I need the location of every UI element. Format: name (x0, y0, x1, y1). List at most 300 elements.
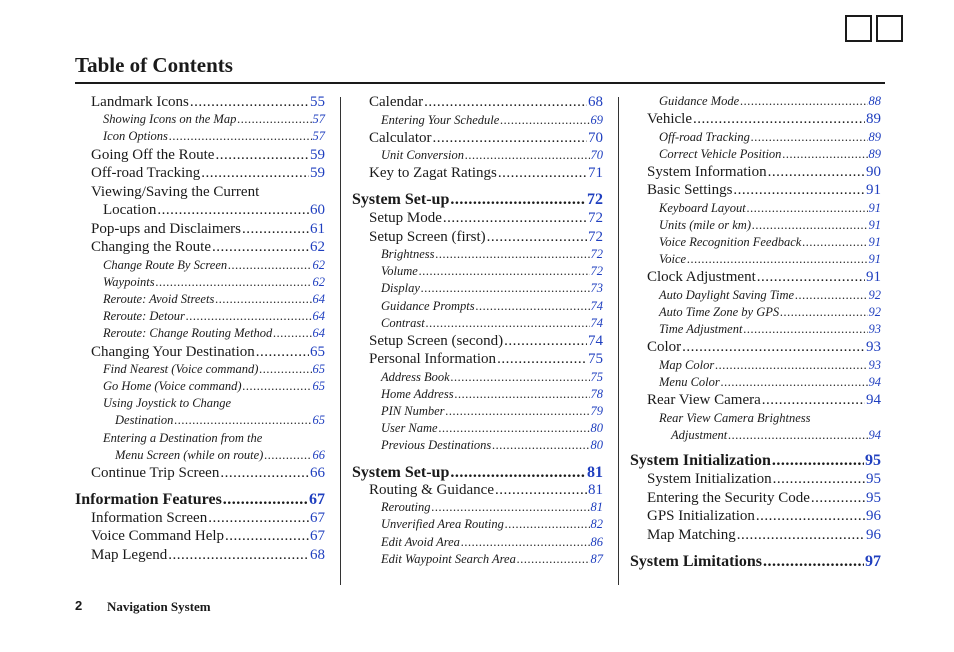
toc-page-link[interactable]: 97 (865, 553, 881, 570)
dot-leader (432, 129, 587, 148)
toc-page-link[interactable]: 87 (590, 552, 603, 566)
toc-page-link[interactable]: 93 (866, 339, 881, 355)
dot-leader (201, 164, 309, 183)
toc-entry-label: Map Color (659, 358, 715, 372)
toc-page-link[interactable]: 72 (587, 191, 603, 208)
toc-page-link[interactable]: 91 (866, 182, 881, 198)
toc-entry-home-address[interactable] (381, 386, 603, 402)
dot-leader (721, 374, 868, 390)
toc-entry-viewing-saving-the-current[interactable]: Viewing/Saving the Current (91, 184, 260, 200)
dot-leader (157, 201, 309, 220)
toc-entry-reroute-avoid-streets[interactable] (103, 291, 325, 307)
dot-leader (426, 315, 590, 331)
dot-leader (432, 499, 590, 515)
dot-leader (273, 325, 311, 341)
dot-leader (174, 412, 311, 428)
toc-page-link[interactable]: 72 (588, 229, 603, 245)
toc-entry-map-legend[interactable] (91, 546, 325, 565)
toc-entry-label: Location (103, 202, 157, 218)
toc-entry-menu-screen-while-on-route[interactable] (115, 447, 325, 463)
toc-entry-label: Find Nearest (Voice command) (103, 362, 259, 376)
toc-entry-label: Vehicle (647, 111, 692, 127)
toc-entry-label: Color (647, 339, 682, 355)
toc-entry-units-mile-or-km[interactable] (659, 217, 881, 233)
toc-entry-label: Voice Command Help (91, 528, 225, 544)
column-divider-1 (340, 97, 341, 585)
dot-leader (517, 551, 590, 567)
toc-page-link[interactable]: 94 (866, 392, 881, 408)
dot-leader (156, 274, 312, 290)
toc-entry-label: Calendar (369, 94, 424, 110)
toc-entry-off-road-tracking[interactable] (659, 129, 881, 145)
toc-entry-rear-view-camera[interactable] (647, 391, 881, 410)
toc-entry-label: Brightness (381, 247, 435, 261)
toc-entry-label: Continue Trip Screen (91, 465, 220, 481)
toc-page-link[interactable]: 96 (866, 508, 881, 524)
toc-entry-map-color[interactable] (659, 357, 881, 373)
toc-page-link[interactable]: 64 (312, 309, 325, 323)
toc-entry-address-book[interactable] (381, 369, 603, 385)
toc-entry-information-screen[interactable] (91, 509, 325, 528)
dot-leader (223, 489, 308, 510)
toc-page-link[interactable]: 70 (590, 148, 603, 162)
toc-entry-label: Setup Screen (second) (369, 333, 504, 349)
dot-leader (228, 257, 311, 273)
dot-leader (505, 516, 590, 532)
toc-page-link[interactable]: 91 (866, 269, 881, 285)
dot-leader (743, 321, 867, 337)
toc-section-heading[interactable] (75, 489, 325, 510)
toc-page-link[interactable]: 95 (865, 452, 881, 469)
toc-page-link[interactable]: 91 (868, 252, 881, 266)
dot-leader (762, 391, 865, 410)
dot-leader (795, 287, 867, 303)
dot-leader (243, 378, 312, 394)
toc-entry-label: Change Route By Screen (103, 258, 228, 272)
dot-leader (259, 361, 311, 377)
page-title: Table of Contents (75, 53, 233, 77)
toc-page-link[interactable]: 88 (868, 94, 881, 108)
dot-leader (780, 304, 867, 320)
dot-leader (220, 464, 309, 483)
toc-entry-find-nearest-voice-command[interactable] (103, 361, 325, 377)
dot-leader (446, 403, 590, 419)
toc-entry-calculator[interactable] (369, 129, 603, 148)
toc-page-link[interactable]: 94 (868, 428, 881, 442)
toc-entry-label: Reroute: Detour (103, 309, 185, 323)
toc-entry-keyboard-layout[interactable] (659, 200, 881, 216)
toc-entry-label: Setup Mode (369, 210, 442, 226)
toc-page-link[interactable]: 65 (310, 344, 325, 360)
toc-page-link[interactable]: 67 (310, 528, 325, 544)
toc-entry-time-adjustment[interactable] (659, 321, 881, 337)
toc-entry-label: System Set-up (352, 191, 450, 208)
toc-page-link[interactable]: 74 (590, 316, 603, 330)
toc-entry-label: Changing the Route (91, 239, 211, 255)
toc-entry-waypoints[interactable] (103, 274, 325, 290)
toc-entry-setup-screen-first[interactable] (369, 228, 603, 247)
toc-entry-continue-trip-screen[interactable] (91, 464, 325, 483)
toc-page-link[interactable]: 68 (588, 94, 603, 110)
toc-entry-label: Edit Avoid Area (381, 535, 460, 549)
dot-leader (747, 200, 868, 216)
toc-page-link[interactable]: 82 (590, 517, 603, 531)
toc-entry-label: Menu Color (659, 375, 720, 389)
toc-entry-map-matching[interactable] (647, 526, 881, 545)
toc-page-link[interactable]: 73 (590, 281, 603, 295)
dot-leader (737, 526, 865, 545)
toc-page-link[interactable]: 67 (310, 510, 325, 526)
toc-entry-basic-settings[interactable] (647, 181, 881, 200)
toc-entry-user-name[interactable] (381, 420, 603, 436)
toc-page-link[interactable]: 89 (868, 130, 881, 144)
toc-page-link[interactable]: 89 (866, 111, 881, 127)
toc-entry-label: Information Screen (91, 510, 208, 526)
toc-entry-label: Map Matching (647, 527, 736, 543)
toc-entry-label: Waypoints (103, 275, 155, 289)
dot-leader (461, 534, 590, 550)
toc-entry-destination[interactable] (115, 412, 325, 428)
toc-entry-calendar[interactable] (369, 93, 603, 112)
dot-leader (215, 146, 309, 165)
dot-leader (756, 507, 865, 526)
toc-page-link[interactable]: 72 (590, 264, 603, 278)
toc-entry-label: Information Features (75, 491, 222, 508)
toc-page-link[interactable]: 74 (590, 299, 603, 313)
column-divider-2 (618, 97, 619, 585)
toc-page-link[interactable]: 81 (588, 482, 603, 498)
toc-entry-label: Entering the Security Code (647, 490, 810, 506)
toc-entry-label: Pop-ups and Disclaimers (91, 221, 241, 237)
toc-section-heading[interactable] (352, 462, 603, 483)
toc-page-link[interactable]: 90 (866, 164, 881, 180)
toc-page-link[interactable]: 64 (312, 326, 325, 340)
toc-page-link[interactable]: 96 (866, 527, 881, 543)
toc-entry-label: Display (381, 281, 420, 295)
dot-leader (450, 189, 586, 210)
dot-leader (169, 128, 312, 144)
toc-entry-label: System Initialization (630, 452, 771, 469)
dot-leader (682, 338, 865, 357)
toc-page-link[interactable]: 92 (868, 305, 881, 319)
toc-page-link[interactable]: 93 (868, 322, 881, 336)
toc-entry-showing-icons-on-the-map[interactable] (103, 111, 325, 127)
toc-entry-previous-destinations[interactable] (381, 437, 603, 453)
dot-leader (715, 357, 867, 373)
dot-leader (450, 462, 586, 483)
toc-entry-gps-initialization[interactable] (647, 507, 881, 526)
toc-entry-label: Reroute: Change Routing Method (103, 326, 273, 340)
toc-entry-label: Contrast (381, 316, 425, 330)
toc-entry-using-joystick-to-change[interactable]: Using Joystick to Change (103, 396, 232, 410)
page-number: 2 (75, 598, 83, 613)
toc-entry-auto-time-zone-by-gps[interactable] (659, 304, 881, 320)
dot-leader (424, 93, 587, 112)
toc-entry-label: Units (mile or km) (659, 218, 751, 232)
toc-entry-edit-waypoint-search-area[interactable] (381, 551, 603, 567)
toc-entry-label: Destination (115, 413, 174, 427)
toc-page-link[interactable]: 55 (310, 94, 325, 110)
dot-leader (504, 332, 587, 351)
toc-entry-voice-command-help[interactable] (91, 527, 325, 546)
toc-page-link[interactable]: 62 (312, 258, 325, 272)
toc-entry-entering-a-destination-from-the[interactable]: Entering a Destination from the (103, 431, 263, 445)
toc-entry-label: Icon Options (103, 129, 168, 143)
toc-entry-label: GPS Initialization (647, 508, 755, 524)
toc-entry-pop-ups-and-disclaimers[interactable] (91, 220, 325, 239)
toc-entry-rerouting[interactable] (381, 499, 603, 515)
toc-page-link[interactable]: 59 (310, 147, 325, 163)
toc-page-link[interactable]: 67 (309, 491, 325, 508)
toc-page-link[interactable]: 59 (310, 165, 325, 181)
dot-leader (802, 234, 867, 250)
toc-entry-going-off-the-route[interactable] (91, 146, 325, 165)
dot-leader (443, 209, 587, 228)
toc-entry-label: Entering Your Schedule (381, 113, 500, 127)
toc-entry-change-route-by-screen[interactable] (103, 257, 325, 273)
toc-entry-label: Address Book (381, 370, 450, 384)
dot-leader (435, 246, 589, 262)
toc-entry-label: Rerouting (381, 500, 431, 514)
toc-entry-unverified-area-routing[interactable] (381, 516, 603, 532)
dot-leader (439, 420, 590, 436)
toc-entry-rear-view-camera-brightness[interactable]: Rear View Camera Brightness (659, 411, 811, 425)
toc-entry-label: System Limitations (630, 553, 762, 570)
dot-leader (497, 350, 587, 369)
toc-entry-volume[interactable] (381, 263, 603, 279)
toc-page-link[interactable]: 62 (312, 275, 325, 289)
title-divider (75, 82, 885, 84)
toc-entry-menu-color[interactable] (659, 374, 881, 390)
dot-leader (728, 427, 867, 443)
toc-page-link[interactable]: 78 (590, 387, 603, 401)
dot-leader (782, 146, 867, 162)
dot-leader (186, 308, 312, 324)
toc-page-link[interactable]: 80 (590, 438, 603, 452)
toc-section-heading[interactable] (352, 189, 603, 210)
dot-leader (465, 147, 590, 163)
toc-entry-auto-daylight-saving-time[interactable] (659, 287, 881, 303)
toc-entry-adjustment[interactable] (671, 427, 881, 443)
toc-entry-label: Clock Adjustment (647, 269, 756, 285)
toc-entry-clock-adjustment[interactable] (647, 268, 881, 287)
toc-entry-label: Volume (381, 264, 418, 278)
toc-page-link[interactable]: 57 (312, 112, 325, 126)
toc-entry-routing-guidance[interactable] (369, 481, 603, 500)
toc-entry-label: System Initialization (647, 471, 772, 487)
toc-page-link[interactable]: 81 (587, 464, 603, 481)
footer-title: Navigation System (107, 599, 211, 614)
toc-page-link[interactable]: 81 (590, 500, 603, 514)
toc-page-link[interactable]: 80 (590, 421, 603, 435)
toc-page-link[interactable]: 62 (310, 239, 325, 255)
toc-page-link[interactable]: 94 (868, 375, 881, 389)
dot-leader (763, 551, 864, 572)
toc-page-link[interactable]: 66 (310, 465, 325, 481)
toc-page-link[interactable]: 75 (588, 351, 603, 367)
toc-page-link[interactable]: 91 (868, 235, 881, 249)
toc-entry-label: Changing Your Destination (91, 344, 255, 360)
toc-page-link[interactable]: 65 (312, 413, 325, 427)
toc-page-link[interactable]: 66 (312, 448, 325, 462)
toc-page-link[interactable]: 74 (588, 333, 603, 349)
toc-entry-label: Voice (659, 252, 687, 266)
toc-entry-label: Calculator (369, 130, 432, 146)
toc-entry-color[interactable] (647, 338, 881, 357)
toc-entry-label: Time Adjustment (659, 322, 743, 336)
dot-leader (212, 238, 309, 257)
toc-entry-landmark-icons[interactable] (91, 93, 325, 112)
dot-leader (237, 111, 311, 127)
dot-leader (773, 470, 865, 489)
toc-entry-label: Auto Time Zone by GPS (659, 305, 780, 319)
toc-entry-entering-the-security-code[interactable] (647, 489, 881, 508)
dot-leader (751, 129, 868, 145)
toc-page-link[interactable]: 79 (590, 404, 603, 418)
toc-entry-label: Key to Zagat Ratings (369, 165, 497, 181)
dot-leader (693, 110, 865, 129)
toc-entry-voice[interactable] (659, 251, 881, 267)
toc-page-link[interactable]: 75 (590, 370, 603, 384)
toc-page-link[interactable]: 64 (312, 292, 325, 306)
toc-entry-label: Basic Settings (647, 182, 733, 198)
toc-page-link[interactable]: 86 (590, 535, 603, 549)
toc-page-link[interactable]: 61 (310, 221, 325, 237)
toc-entry-pin-number[interactable] (381, 403, 603, 419)
toc-page-link[interactable]: 72 (590, 247, 603, 261)
toc-entry-label: Previous Destinations (381, 438, 492, 452)
toc-entry-reroute-change-routing-method[interactable] (103, 325, 325, 341)
toc-entry-go-home-voice-command[interactable] (103, 378, 325, 394)
dot-leader (772, 450, 864, 471)
toc-entry-label: Going Off the Route (91, 147, 215, 163)
dot-leader (242, 220, 309, 239)
toc-entry-changing-the-route[interactable] (91, 238, 325, 257)
toc-entry-label: Showing Icons on the Map (103, 112, 237, 126)
dot-leader (498, 164, 587, 183)
toc-entry-display[interactable] (381, 280, 603, 296)
dot-leader (215, 291, 311, 307)
toc-entry-label: Routing & Guidance (369, 482, 494, 498)
toc-entry-label: PIN Number (381, 404, 445, 418)
toc-page-link[interactable]: 60 (310, 202, 325, 218)
dot-leader (752, 217, 868, 233)
toc-entry-key-to-zagat-ratings[interactable] (369, 164, 603, 183)
toc-page-link[interactable]: 89 (868, 147, 881, 161)
dot-leader (811, 489, 865, 508)
toc-page-link[interactable]: 65 (312, 362, 325, 376)
toc-entry-label: Guidance Prompts (381, 299, 475, 313)
toc-entry-label: Go Home (Voice command) (103, 379, 242, 393)
toc-entry-label: Rear View Camera (647, 392, 761, 408)
toc-page-link[interactable]: 57 (312, 129, 325, 143)
toc-page-link[interactable]: 71 (588, 165, 603, 181)
toc-entry-label: Guidance Mode (659, 94, 740, 108)
dot-leader (264, 447, 311, 463)
toc-entry-label: Unit Conversion (381, 148, 464, 162)
toc-page-link[interactable]: 95 (866, 490, 881, 506)
toc-page-link[interactable]: 69 (590, 113, 603, 127)
toc-entry-location[interactable] (103, 201, 325, 220)
toc-entry-label: Map Legend (91, 547, 168, 563)
toc-entry-entering-your-schedule[interactable] (381, 112, 603, 128)
toc-entry-setup-screen-second[interactable] (369, 332, 603, 351)
toc-entry-label: Unverified Area Routing (381, 517, 504, 531)
dot-leader (768, 163, 865, 182)
toc-section-heading[interactable] (630, 450, 881, 471)
toc-entry-label: Setup Screen (first) (369, 229, 486, 245)
toc-entry-setup-mode[interactable] (369, 209, 603, 228)
toc-entry-personal-information[interactable] (369, 350, 603, 369)
dot-leader (256, 343, 309, 362)
toc-entry-label: User Name (381, 421, 438, 435)
toc-page-link[interactable]: 68 (310, 547, 325, 563)
toc-entry-vehicle[interactable] (647, 110, 881, 129)
dot-leader (740, 93, 867, 109)
toc-entry-voice-recognition-feedback[interactable] (659, 234, 881, 250)
next-page-button[interactable] (876, 15, 903, 42)
toc-entry-label: Correct Vehicle Position (659, 147, 782, 161)
dot-leader (733, 181, 865, 200)
toc-entry-changing-your-destination[interactable] (91, 343, 325, 362)
toc-entry-reroute-detour[interactable] (103, 308, 325, 324)
toc-entry-label: Off-road Tracking (659, 130, 750, 144)
toc-entry-guidance-mode[interactable] (659, 93, 881, 109)
toc-entry-label: Landmark Icons (91, 94, 189, 110)
toc-entry-edit-avoid-area[interactable] (381, 534, 603, 550)
toc-entry-off-road-tracking[interactable] (91, 164, 325, 183)
toc-entry-label: Menu Screen (while on route) (115, 448, 264, 462)
dot-leader (500, 112, 589, 128)
toc-page-link[interactable]: 93 (868, 358, 881, 372)
toc-entry-label: System Set-up (352, 464, 450, 481)
toc-page-link[interactable]: 70 (588, 130, 603, 146)
toc-section-heading[interactable] (630, 551, 881, 572)
toc-entry-system-information[interactable] (647, 163, 881, 182)
dot-leader (421, 280, 590, 296)
previous-page-button[interactable] (845, 15, 872, 42)
toc-page-link[interactable]: 91 (868, 201, 881, 215)
toc-page-link[interactable]: 91 (868, 218, 881, 232)
toc-entry-system-initialization[interactable] (647, 470, 881, 489)
dot-leader (487, 228, 587, 247)
toc-entry-guidance-prompts[interactable] (381, 298, 603, 314)
toc-entry-label: Voice Recognition Feedback (659, 235, 802, 249)
toc-page-link[interactable]: 65 (312, 379, 325, 393)
toc-entry-label: Auto Daylight Saving Time (659, 288, 795, 302)
toc-entry-label: Home Address (381, 387, 454, 401)
toc-page-link[interactable]: 72 (588, 210, 603, 226)
dot-leader (687, 251, 867, 267)
dot-leader (419, 263, 590, 279)
toc-entry-icon-options[interactable] (103, 128, 325, 144)
dot-leader (455, 386, 590, 402)
dot-leader (225, 527, 309, 546)
toc-entry-contrast[interactable] (381, 315, 603, 331)
dot-leader (757, 268, 865, 287)
toc-entry-label: Personal Information (369, 351, 497, 367)
dot-leader (190, 93, 309, 112)
toc-page-link[interactable]: 92 (868, 288, 881, 302)
toc-page-link[interactable]: 95 (866, 471, 881, 487)
toc-entry-correct-vehicle-position[interactable] (659, 146, 881, 162)
toc-entry-unit-conversion[interactable] (381, 147, 603, 163)
dot-leader (495, 481, 587, 500)
dot-leader (168, 546, 309, 565)
toc-entry-label: System Information (647, 164, 767, 180)
toc-entry-brightness[interactable] (381, 246, 603, 262)
dot-leader (451, 369, 590, 385)
